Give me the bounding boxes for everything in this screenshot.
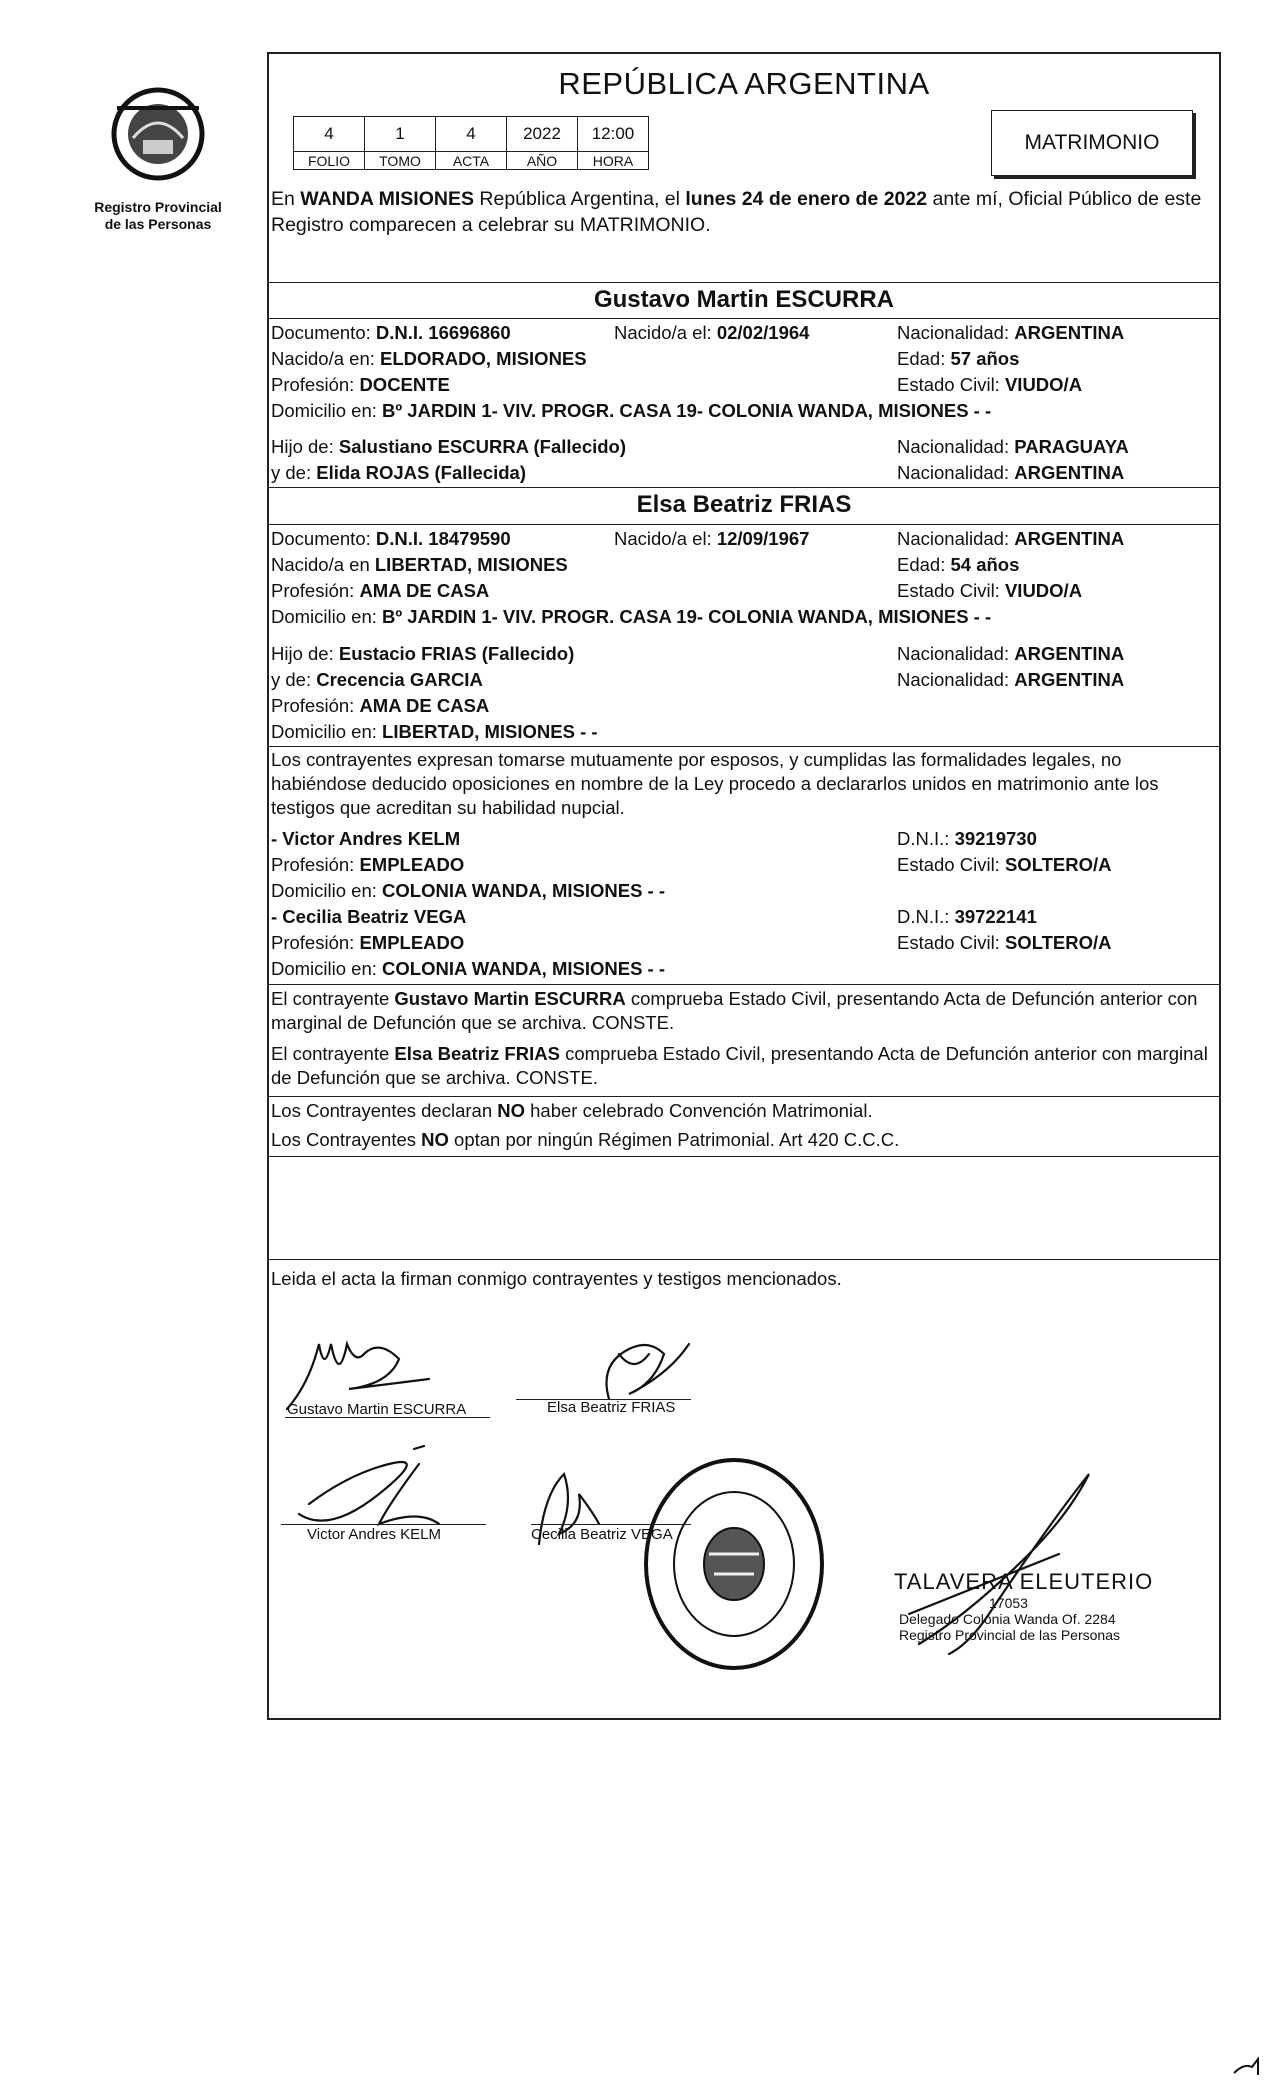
tomo-value: 1 bbox=[365, 117, 436, 152]
logo-caption-line1: Registro Provincial bbox=[94, 199, 222, 215]
witness-2-name: - Cecilia Beatriz VEGA bbox=[271, 906, 467, 927]
hora-label: HORA bbox=[578, 152, 649, 170]
bride-mother-address: Domicilio en: LIBERTAD, MISIONES - - bbox=[271, 721, 598, 742]
groom-civil-status: Estado Civil: VIUDO/A bbox=[897, 374, 1083, 395]
anio-value: 2022 bbox=[507, 117, 578, 152]
groom-age: Edad: 57 años bbox=[897, 348, 1020, 369]
groom-civil-status-note: El contrayente Gustavo Martin ESCURRA comprueba Estado Civil, presentando Acta de Defunción anterior con marginal de Defunción que se archiva. CONSTE. bbox=[271, 988, 1198, 1033]
witness-2-signature-label: Cecilia Beatriz VEGA bbox=[531, 1526, 673, 1543]
official-name: TALAVERA ELEUTERIO bbox=[894, 1569, 1154, 1594]
province-seal-icon bbox=[103, 78, 213, 188]
bride-mother-profession: Profesión: AMA DE CASA bbox=[271, 695, 490, 716]
groom-birthdate: Nacido/a el: 02/02/1964 bbox=[614, 322, 810, 343]
official-line4: Registro Provincial de las Personas bbox=[899, 1627, 1120, 1643]
witness-1-dni: D.N.I.: 39219730 bbox=[897, 828, 1037, 849]
document-title: REPÚBLICA ARGENTINA bbox=[558, 66, 930, 101]
folio-label: FOLIO bbox=[294, 152, 365, 170]
official-block bbox=[894, 1569, 1153, 1643]
bride-father: Hijo de: Eustacio FRIAS (Fallecido) bbox=[271, 643, 575, 664]
witness-1-civil-status: Estado Civil: SOLTERO/A bbox=[897, 854, 1112, 875]
bride-name: Elsa Beatriz FRIAS bbox=[636, 491, 852, 518]
hora-value: 12:00 bbox=[578, 117, 649, 152]
declaration-paragraph: Los contrayentes expresan tomarse mutuamente por esposos, y cumplidas las formalidades legales, no habiéndose deducido oposiciones en nombre de la Ley procedo a declararlos unidos en matrimonio ante los testigos que acreditan su habilidad nupcial. bbox=[271, 749, 1159, 818]
groom-birthplace: Nacido/a en: ELDORADO, MISIONES bbox=[271, 348, 587, 369]
witness-1-signature bbox=[299, 1446, 439, 1524]
closing-statement: Leida el acta la firman conmigo contrayentes y testigos mencionados. bbox=[271, 1268, 842, 1289]
registry-logo bbox=[88, 78, 228, 233]
corner-mark-icon bbox=[1232, 2057, 1262, 2077]
intro-date: lunes 24 de enero de 2022 bbox=[685, 188, 928, 210]
intro-place: WANDA MISIONES bbox=[300, 188, 474, 210]
bride-signature-label: Elsa Beatriz FRIAS bbox=[547, 1399, 676, 1416]
bride-mother: y de: Crecencia GARCIA bbox=[271, 669, 483, 690]
bride-father-nationality: Nacionalidad: ARGENTINA bbox=[897, 643, 1125, 664]
witness-1-profession: Profesión: EMPLEADO bbox=[271, 854, 465, 875]
anio-label: AÑO bbox=[507, 152, 578, 170]
bride-age: Edad: 54 años bbox=[897, 554, 1020, 575]
signature-line bbox=[531, 1524, 691, 1525]
act-type-box: MATRIMONIO bbox=[991, 110, 1193, 176]
official-line3: Delegado Colonia Wanda Of. 2284 bbox=[899, 1611, 1116, 1627]
witness-2-profession: Profesión: EMPLEADO bbox=[271, 932, 465, 953]
acta-label: ACTA bbox=[436, 152, 507, 170]
logo-caption-line2: de las Personas bbox=[104, 216, 212, 232]
witness-2-civil-status: Estado Civil: SOLTERO/A bbox=[897, 932, 1112, 953]
convention-note: Los Contrayentes declaran NO haber celebrado Convención Matrimonial. bbox=[271, 1100, 873, 1121]
witness-1-signature-label: Victor Andres KELM bbox=[307, 1526, 441, 1543]
acta-value: 4 bbox=[436, 117, 507, 152]
bride-birthplace: Nacido/a en LIBERTAD, MISIONES bbox=[271, 554, 568, 575]
groom-address: Domicilio en: Bº JARDIN 1- VIV. PROGR. CASA 19- COLONIA WANDA, MISIONES - - bbox=[271, 400, 992, 421]
bride-signature bbox=[607, 1344, 690, 1399]
marriage-certificate bbox=[267, 52, 1221, 1720]
groom-documento: Documento: D.N.I. 16696860 bbox=[271, 322, 511, 343]
groom-mother-nationality: Nacionalidad: ARGENTINA bbox=[897, 462, 1125, 483]
bride-civil-status-note: El contrayente Elsa Beatriz FRIAS comprueba Estado Civil, presentando Acta de Defunción anterior con marginal de Defunción que se archiva. CONSTE. bbox=[271, 1043, 1208, 1088]
folio-value: 4 bbox=[294, 117, 365, 152]
groom-nationality: Nacionalidad: ARGENTINA bbox=[897, 322, 1125, 343]
witness-2-dni: D.N.I.: 39722141 bbox=[897, 906, 1037, 927]
bride-birthdate: Nacido/a el: 12/09/1967 bbox=[614, 528, 810, 549]
signature-line bbox=[281, 1524, 486, 1525]
intro-text: República Argentina, el bbox=[473, 188, 686, 210]
witness-1-address: Domicilio en: COLONIA WANDA, MISIONES - - bbox=[271, 880, 666, 901]
registry-stamp bbox=[646, 1460, 822, 1668]
groom-father: Hijo de: Salustiano ESCURRA (Fallecido) bbox=[271, 436, 627, 457]
witness-2-address: Domicilio en: COLONIA WANDA, MISIONES - - bbox=[271, 958, 666, 979]
groom-father-nationality: Nacionalidad: PARAGUAYA bbox=[897, 436, 1129, 457]
witness-1-name: - Victor Andres KELM bbox=[271, 828, 461, 849]
official-line2: 17053 bbox=[989, 1595, 1028, 1611]
intro-text: ante mí, Oficial Público de este Registro comparecen a celebrar su MATRIMONIO. bbox=[271, 188, 1202, 236]
bride-address: Domicilio en: Bº JARDIN 1- VIV. PROGR. CASA 19- COLONIA WANDA, MISIONES - - bbox=[271, 606, 992, 627]
groom-name: Gustavo Martin ESCURRA bbox=[593, 286, 895, 313]
bride-profession: Profesión: AMA DE CASA bbox=[271, 580, 490, 601]
intro-text: En bbox=[271, 188, 301, 210]
signatures-drawing bbox=[269, 54, 1223, 1722]
bride-documento: Documento: D.N.I. 18479590 bbox=[271, 528, 511, 549]
bride-civil-status: Estado Civil: VIUDO/A bbox=[897, 580, 1083, 601]
groom-mother: y de: Elida ROJAS (Fallecida) bbox=[271, 462, 526, 483]
bride-nationality: Nacionalidad: ARGENTINA bbox=[897, 528, 1125, 549]
bride-mother-nationality: Nacionalidad: ARGENTINA bbox=[897, 669, 1125, 690]
groom-signature bbox=[287, 1344, 429, 1409]
groom-profession: Profesión: DOCENTE bbox=[271, 374, 450, 395]
tomo-label: TOMO bbox=[365, 152, 436, 170]
groom-signature-label: Gustavo Martin ESCURRA bbox=[287, 1401, 467, 1418]
regime-note: Los Contrayentes NO optan por ningún Régimen Patrimonial. Art 420 C.C.C. bbox=[271, 1129, 900, 1150]
